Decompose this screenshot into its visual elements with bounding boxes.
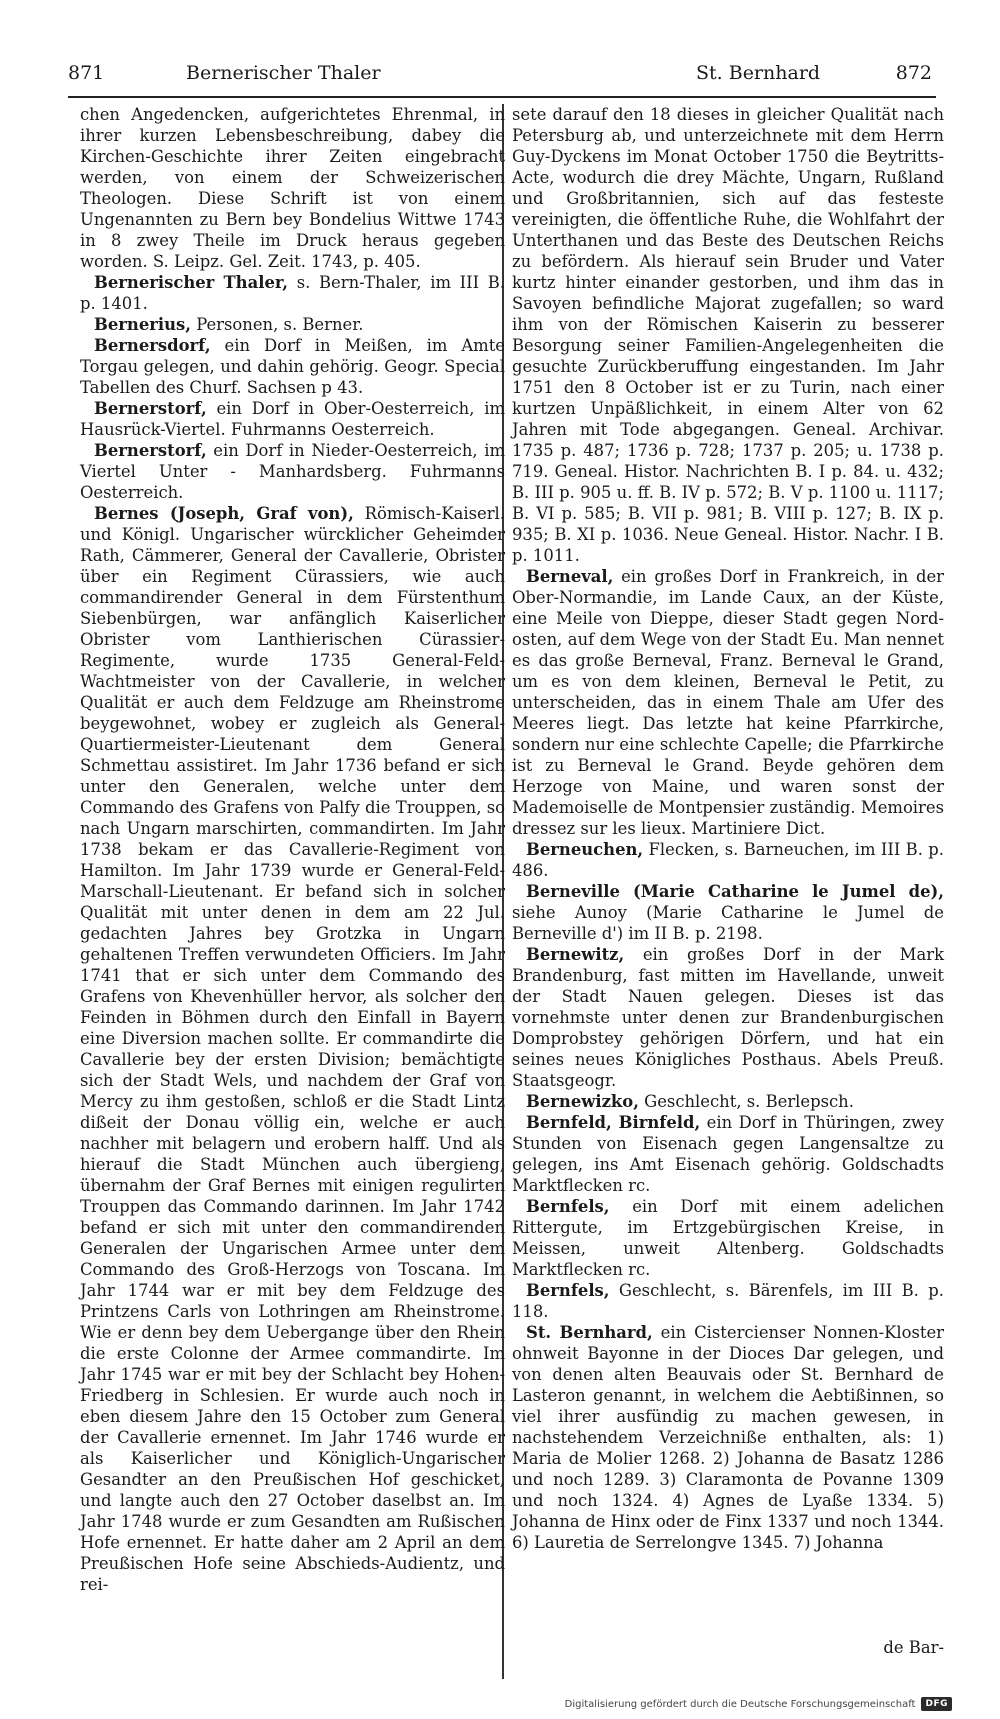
dictionary-entry bbox=[512, 839, 944, 881]
entry-headword: Bernfels, bbox=[526, 1197, 610, 1216]
entry-text: Flecken, s. Barneuchen, im III B. p. 486. bbox=[512, 840, 944, 880]
entry-text: ein Dorf in Meißen, im Amte Torgau gelegen, und dahin gehörig. Geogr. Special Tabellen des Churf. Sachsen p 43. bbox=[80, 336, 505, 397]
footer-credit: Digitalisierung gefördert durch die Deutsche Forschungsgemeinschaft bbox=[564, 1698, 916, 1710]
dictionary-entry bbox=[512, 566, 944, 839]
entry-text: Geschlecht, s. Bärenfels, im III B. p. 118. bbox=[512, 1281, 944, 1321]
digitization-footer bbox=[565, 1697, 952, 1711]
dictionary-entry bbox=[80, 314, 505, 335]
entry-text: siehe Aunoy (Marie Catharine le Jumel de Berneville d') im II B. p. 2198. bbox=[512, 903, 944, 943]
entry-text: ein großes Dorf in der Mark Brandenburg, fast mitten im Havellande, unweit der Stadt Nauen gelegen. Dieses ist das vornehmste unter denen zur Brandenburgischen Domprobstey gehörigen Dörfern, und hat ein seines neues Königliches Posthaus. Abels Preuß. Staatsgeogr. bbox=[512, 945, 944, 1090]
dictionary-entry bbox=[80, 104, 505, 272]
entry-text: chen Angedencken, aufgerichtetes Ehrenmal, in ihrer kurzen Lebensbeschreibung, dabey die Kirchen-Geschichte ihrer Zeiten eingebracht werden, von einem der Schweizerischen Theologen. Diese Schrift ist von einem Ungenannten zu Bern bey Bondelius Wittwe 1743 in 8 zwey Theile im Druck heraus gegeben worden. S. Leipz. Gel. Zeit. 1743, p. 405. bbox=[80, 105, 505, 271]
entry-headword: St. Bernhard, bbox=[526, 1323, 653, 1342]
entry-text: s. Bern-Thaler, im III B. p. 1401. bbox=[80, 273, 506, 313]
dictionary-entry bbox=[512, 944, 944, 1091]
right-running-title: St. Bernhard bbox=[696, 62, 821, 84]
dfg-logo: DFG bbox=[921, 1697, 952, 1711]
entry-headword: Bernerstorf, bbox=[94, 441, 207, 460]
entry-headword: Bernes (Joseph, Graf von), bbox=[94, 504, 354, 523]
entry-headword: Bernewizko, bbox=[526, 1092, 639, 1111]
entry-text: Personen, s. Berner. bbox=[190, 315, 364, 334]
entry-text: Geschlecht, s. Berlepsch. bbox=[638, 1092, 854, 1111]
entry-headword: Bernerius, bbox=[94, 315, 191, 334]
right-column bbox=[512, 104, 944, 1553]
dictionary-entry bbox=[512, 1091, 944, 1112]
entry-headword: Bernersdorf, bbox=[94, 336, 211, 355]
dictionary-entry bbox=[512, 1322, 944, 1553]
entry-headword: Berneville (Marie Catharine le Jumel de), bbox=[526, 882, 944, 901]
entry-text: sete darauf den 18 dieses in gleicher Qualität nach Petersburg ab, und unterzeichnete mit dem Herrn Guy-Dyckens im Monat October 1750 die Beytritts-Acte, wodurch die drey Mächte, Ungarn, Rußland und Großbritannien, sich auf das festeste vereinigten, die öffentliche Ruhe, die Wohlfahrt der Unterthanen und das Beste des Deutschen Reichs zu befördern. Als hierauf sein Bruder und Vater kurtz hinter einander gestorben, und ihm das in Savoyen befindliche Majorat zugefallen; so ward ihm von der Römischen Kaiserin zu besserer Besorgung seiner Familien-Angelegenheiten die gesuchte Zurückberuffung eingestanden. Im Jahr 1751 den 8 October ist er zu Turin, nach einer kurtzen Unpäßlichkeit, in einem Alter von 62 Jahren mit Tode abgegangen. Geneal. Archivar. 1735 p. 487; 1736 p. 728; 1737 p. 205; u. 1738 p. 719. Geneal. Histor. Nachrichten B. I p. 84. u. 432; B. III p. 905 u. ff. B. IV p. 572; B. V p. 1100 u. 1117; B. VI p. 585; B. VII p. 981; B. VIII p. 127; B. IX p. 935; B. XI p. 1036. Neue Geneal. Histor. Nachr. I B. p. 1011. bbox=[512, 105, 944, 565]
entry-headword: Bernfels, bbox=[526, 1281, 610, 1300]
entry-text: ein Dorf in Thüringen, zwey Stunden von Eisenach gegen Langensaltze zu gelegen, ins Amt Eisenach gehörig. Goldschadts Marktflecken rc. bbox=[512, 1113, 944, 1195]
dictionary-entry bbox=[512, 1112, 944, 1196]
dictionary-entry bbox=[80, 335, 505, 398]
dictionary-entry bbox=[512, 1196, 944, 1280]
right-page-number: 872 bbox=[895, 62, 932, 84]
dictionary-entry bbox=[80, 398, 505, 440]
entry-text: ein Dorf in Ober-Oesterreich, im Hausrück-Viertel. Fuhrmanns Oesterreich. bbox=[80, 399, 505, 439]
entry-headword: Bernfeld, Birnfeld, bbox=[526, 1113, 701, 1132]
left-running-title: Bernerischer Thaler bbox=[186, 62, 381, 84]
dictionary-entry bbox=[512, 1280, 944, 1322]
dictionary-entry bbox=[80, 440, 505, 503]
entry-text: Römisch-Kaiserl. und Königl. Ungarischer würcklicher Geheimder Rath, Cämmerer, General der Cavallerie, Obrister über ein Regiment Cürassiers, wie auch commandirender General in dem Fürstenthum Siebenbürgen, war anfänglich Kaiserlicher Obrister vom Lanthierischen Cürassier-Regimente, wurde 1735 General-Feld-Wachtmeister von der Cavallerie, in welcher Qualität er auch dem Feldzuge am Rheinstrome beygewohnet, wobey er zugleich als General-Quartiermeister-Lieutenant dem General Schmettau assistiret. Im Jahr 1736 befand er sich unter den Generalen, welche unter dem Commando des Grafens von Palfy die Trouppen, so nach Ungarn marschirten, commandirten. Im Jahr 1738 bekam er das Cavallerie-Regiment von Hamilton. Im Jahr 1739 wurde er General-Feld-Marschall-Lieutenant. Er befand sich in solcher Qualität mit unter denen in dem am 22 Jul. gedachten Jahres bey Grotzka in Ungarn gehaltenen Treffen verwundeten Officiers. Im Jahr 1741 that er sich unter dem Commando des Grafens von Khevenhüller hervor, als solcher den Feinden in Böhmen durch den Einfall in Bayern eine Diversion machen sollte. Er commandirte die Cavallerie bey der ersten Division; bemächtigte sich der Stadt Wels, und nachdem der Graf von Mercy zu ihm gestoßen, schloß er die Stadt Lintz dißeit der Donau völlig ein, welche er auch nachher mit belagern und erobern halff. Und als hierauf die Stadt München auch übergieng, übernahm der Graf Bernes mit einigen regulirten Trouppen das Commando darinnen. Im Jahr 1742 befand er sich mit unter den commandirenden Generalen der Ungarischen Armee unter dem Commando des Groß-Herzogs von Toscana. Im Jahr 1744 war er mit bey dem Feldzuge des Printzens Carls von Lothringen am Rheinstrome. Wie er denn bey dem Uebergange über den Rhein die erste Colonne der Armee commandirte. Im Jahr 1745 war er mit bey der Schlacht bey Hohen-Friedberg in Schlesien. Er wurde auch noch in eben diesem Jahre den 15 October zum General der Cavallerie ernennet. Im Jahr 1746 wurde er als Kaiserlicher und Königlich-Ungarischer Gesandter an den Preußischen Hof geschicket, und langte auch den 27 October daselbst an. Im Jahr 1748 wurde er zum Gesandten am Rußischen Hofe ernennet. Er hatte daher am 2 April an dem Preußischen Hofe seine Abschieds-Audientz, und rei- bbox=[80, 504, 505, 1594]
entry-text: ein Cistercienser Nonnen-Kloster ohnweit Bayonne in der Dioces Dar gelegen, und von denen alten Beauvais oder St. Bernhard de Lasteron genannt, in welchem die Aebtißinnen, so viel ihrer ausfündig zu machen gewesen, in nachstehendem Verzeichniße enthalten, als: 1) Maria de Molier 1268. 2) Johanna de Basatz 1286 und noch 1289. 3) Claramonta de Povanne 1309 und noch 1324. 4) Agnes de Lyaße 1334. 5) Johanna de Hinx oder de Finx 1337 und noch 1344. 6) Lauretia de Serrelongve 1345. 7) Johanna bbox=[512, 1323, 945, 1552]
entry-headword: Bernewitz, bbox=[526, 945, 625, 964]
left-page-number: 871 bbox=[68, 62, 105, 84]
left-column bbox=[80, 104, 505, 1595]
entry-text: ein Dorf mit einem adelichen Rittergute, im Ertzgebürgischen Kreise, in Meissen, unweit Altenberg. Goldschadts Marktflecken rc. bbox=[512, 1197, 944, 1279]
entry-headword: Bernerstorf, bbox=[94, 399, 207, 418]
entry-headword: Berneuchen, bbox=[526, 840, 644, 859]
entry-headword: Bernerischer Thaler, bbox=[94, 273, 289, 292]
dictionary-entry bbox=[80, 272, 505, 314]
dictionary-entry bbox=[512, 881, 944, 944]
dictionary-entry bbox=[80, 503, 505, 1595]
dictionary-entry bbox=[512, 104, 944, 566]
entry-headword: Berneval, bbox=[526, 567, 614, 586]
entry-text: ein Dorf in Nieder-Oesterreich, im Viertel Unter - Manhardsberg. Fuhrmanns Oesterreich. bbox=[80, 441, 505, 502]
catchword: de Bar- bbox=[883, 1638, 944, 1657]
entry-text: ein großes Dorf in Frankreich, in der Ober-Normandie, im Lande Caux, an der Küste, eine Meile von Dieppe, dieser Stadt gegen Nord-osten, auf dem Wege von der Stadt Eu. Man nennet es das große Berneval, Franz. Berneval le Grand, um es von dem kleinen, Berneval le Petit, zu unterscheiden, das in einem Thale am Ufer des Meeres liegt. Das letzte hat keine Pfarrkirche, sondern nur eine schlechte Capelle; die Pfarrkirche ist zu Berneval le Grand. Beyde gehören dem Herzoge von Maine, und waren sonst der Mademoiselle de Montpensier zuständig. Memoires dressez sur les lieux. Martiniere Dict. bbox=[512, 567, 944, 838]
page-header bbox=[68, 62, 932, 96]
header-rule bbox=[68, 96, 936, 98]
